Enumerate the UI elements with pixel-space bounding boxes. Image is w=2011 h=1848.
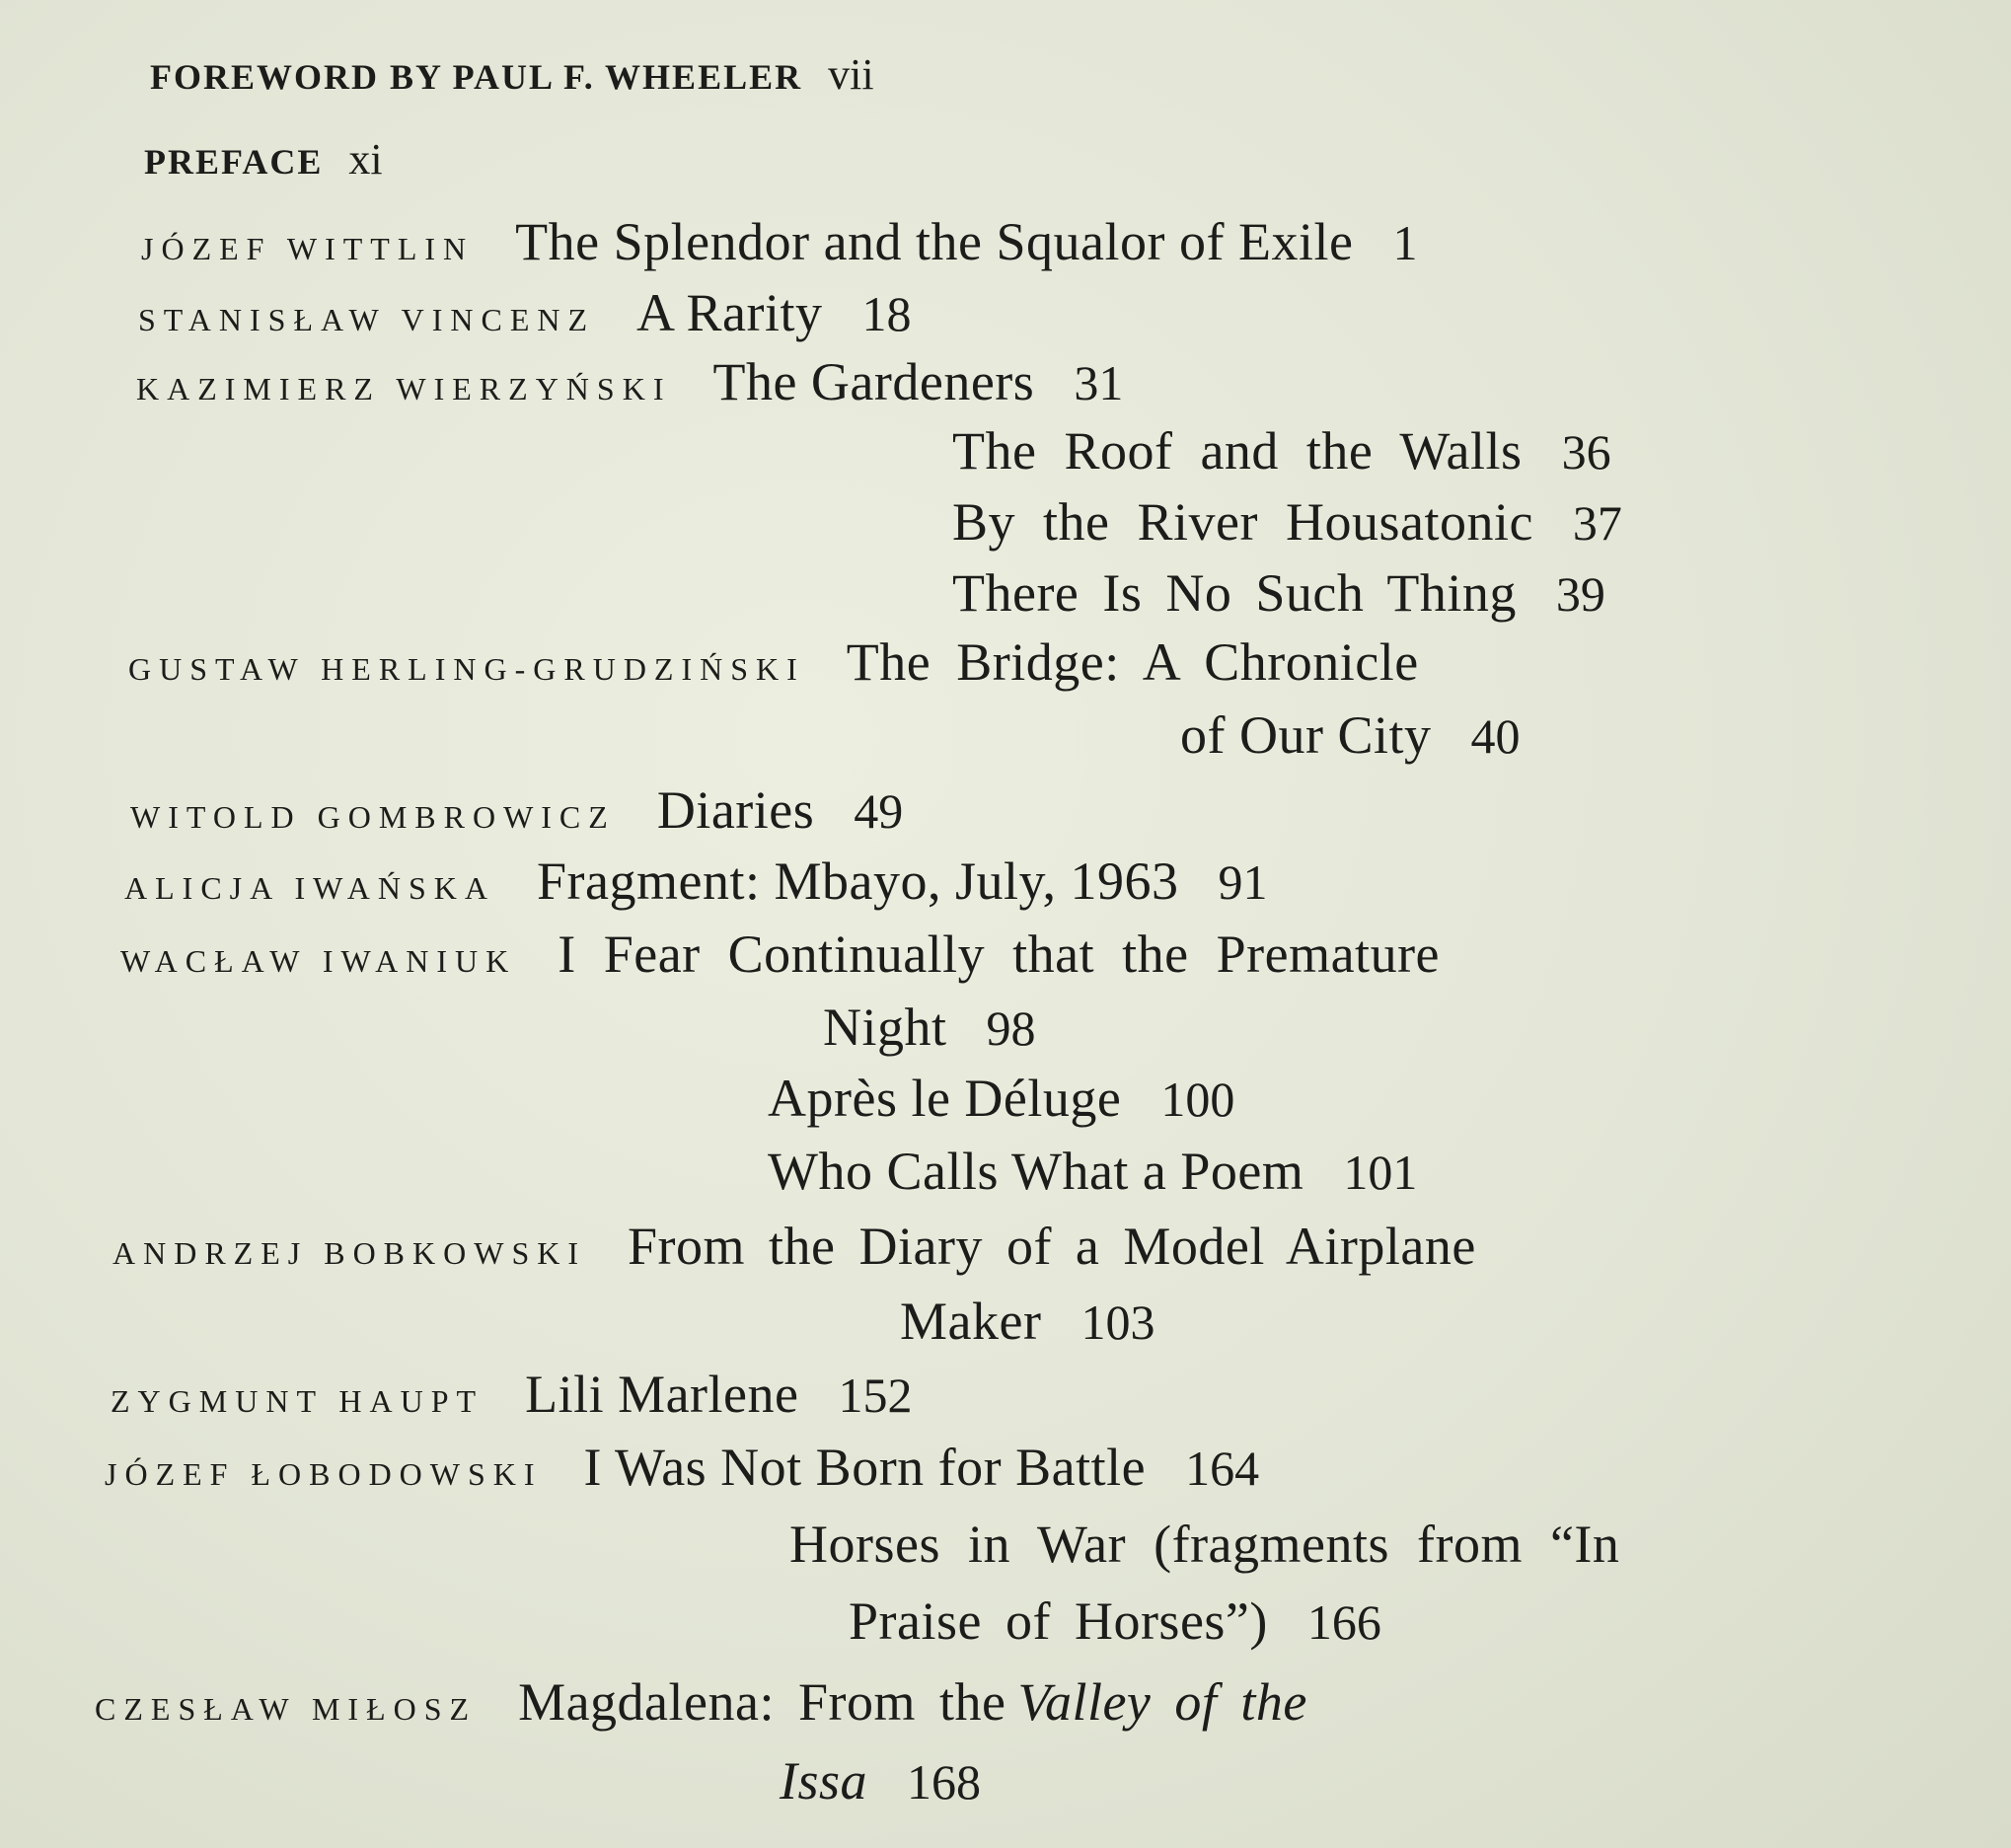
page-number: 37 — [1572, 495, 1622, 551]
work-title-continued: Night — [823, 998, 947, 1057]
work-title: From the Diary of a Model Airplane — [628, 1217, 1476, 1276]
work-title: I Was Not Born for Battle — [583, 1438, 1147, 1497]
work-title: Lili Marlene — [525, 1365, 799, 1424]
toc-continuation — [900, 1292, 1155, 1351]
page-number: 164 — [1185, 1441, 1260, 1496]
page-number: 152 — [838, 1368, 913, 1423]
author-name: GUSTAW HERLING-GRUDZIŃSKI — [128, 651, 805, 687]
page-number: 1 — [1392, 215, 1418, 270]
work-title: The Splendor and the Squalor of Exile — [515, 212, 1354, 271]
page-number: 91 — [1218, 854, 1268, 910]
work-title: I Fear Continually that the Premature — [558, 924, 1441, 984]
page-number: 103 — [1080, 1294, 1155, 1350]
foreword-label: FOREWORD BY PAUL F. WHEELER — [150, 57, 803, 97]
toc-preface — [144, 135, 383, 184]
page-number: 100 — [1160, 1072, 1235, 1127]
work-title: The Gardeners — [712, 352, 1035, 411]
toc-continuation — [1180, 705, 1521, 765]
toc-continuation — [849, 1591, 1381, 1651]
toc-continuation — [823, 998, 1036, 1057]
work-title-continued: of Our City — [1180, 705, 1432, 765]
author-name: ALICJA IWAŃSKA — [124, 870, 495, 906]
toc-subentry — [768, 1142, 1418, 1201]
page-number: 36 — [1561, 424, 1611, 480]
page-number: 18 — [861, 286, 912, 341]
work-title: There Is No Such Thing — [952, 563, 1517, 623]
toc-entry — [112, 1217, 1476, 1276]
toc-entry — [128, 632, 1419, 692]
page-number: 40 — [1470, 708, 1521, 764]
work-title: The Bridge: A Chronicle — [846, 632, 1419, 692]
work-title-continued: Praise of Horses”) — [849, 1591, 1268, 1651]
author-name: STANISŁAW VINCENZ — [138, 302, 596, 337]
page-number: 166 — [1306, 1594, 1381, 1650]
author-name: KAZIMIERZ WIERZYŃSKI — [136, 371, 672, 407]
preface-label: PREFACE — [144, 142, 324, 182]
toc-subentry — [952, 563, 1605, 623]
author-name: JÓZEF ŁOBODOWSKI — [105, 1456, 543, 1492]
author-name: ZYGMUNT HAUPT — [111, 1383, 484, 1419]
toc-continuation — [780, 1751, 982, 1811]
work-title: Fragment: Mbayo, July, 1963 — [537, 851, 1179, 911]
work-title: Horses in War (fragments from “In — [789, 1515, 1620, 1574]
toc-subentry — [768, 1069, 1235, 1128]
toc-subentry — [952, 421, 1611, 480]
toc-entry — [136, 352, 1124, 411]
work-title: The Roof and the Walls — [952, 421, 1523, 480]
page-number: 39 — [1555, 566, 1605, 622]
foreword-page: vii — [828, 50, 874, 99]
toc-entry — [120, 924, 1441, 984]
toc-entry — [105, 1438, 1260, 1497]
author-name: CZESŁAW MIŁOSZ — [95, 1691, 478, 1727]
work-title: Who Calls What a Poem — [768, 1142, 1304, 1201]
toc-subentry — [952, 492, 1622, 552]
author-name: ANDRZEJ BOBKOWSKI — [112, 1235, 586, 1271]
page-number: 101 — [1343, 1145, 1418, 1200]
toc-entry — [95, 1672, 1307, 1732]
preface-page: xi — [348, 135, 383, 184]
page-number: 49 — [854, 783, 904, 839]
work-title: By the River Housatonic — [952, 492, 1533, 552]
page-number: 168 — [907, 1754, 982, 1810]
work-title: A Rarity — [636, 283, 823, 342]
work-title: Diaries — [656, 780, 815, 840]
toc-entry — [141, 212, 1418, 271]
work-title: Après le Déluge — [768, 1069, 1122, 1128]
toc-entry — [124, 851, 1268, 911]
toc-foreword — [150, 50, 874, 99]
author-name: JÓZEF WITTLIN — [141, 231, 475, 266]
toc-entry — [111, 1365, 913, 1424]
toc-entry — [130, 780, 904, 840]
author-name: WACŁAW IWANIUK — [120, 943, 517, 979]
toc-subentry — [789, 1515, 1620, 1574]
work-title: Magdalena: From the — [518, 1672, 1006, 1732]
page-number: 98 — [986, 1000, 1036, 1056]
author-name: WITOLD GOMBROWICZ — [130, 799, 616, 835]
page-number: 31 — [1074, 355, 1124, 410]
work-title-continued: Maker — [900, 1292, 1042, 1351]
toc-entry — [138, 283, 912, 342]
work-title-italic-continued: Issa — [780, 1751, 868, 1811]
work-title-italic: Valley of the — [1017, 1672, 1307, 1732]
